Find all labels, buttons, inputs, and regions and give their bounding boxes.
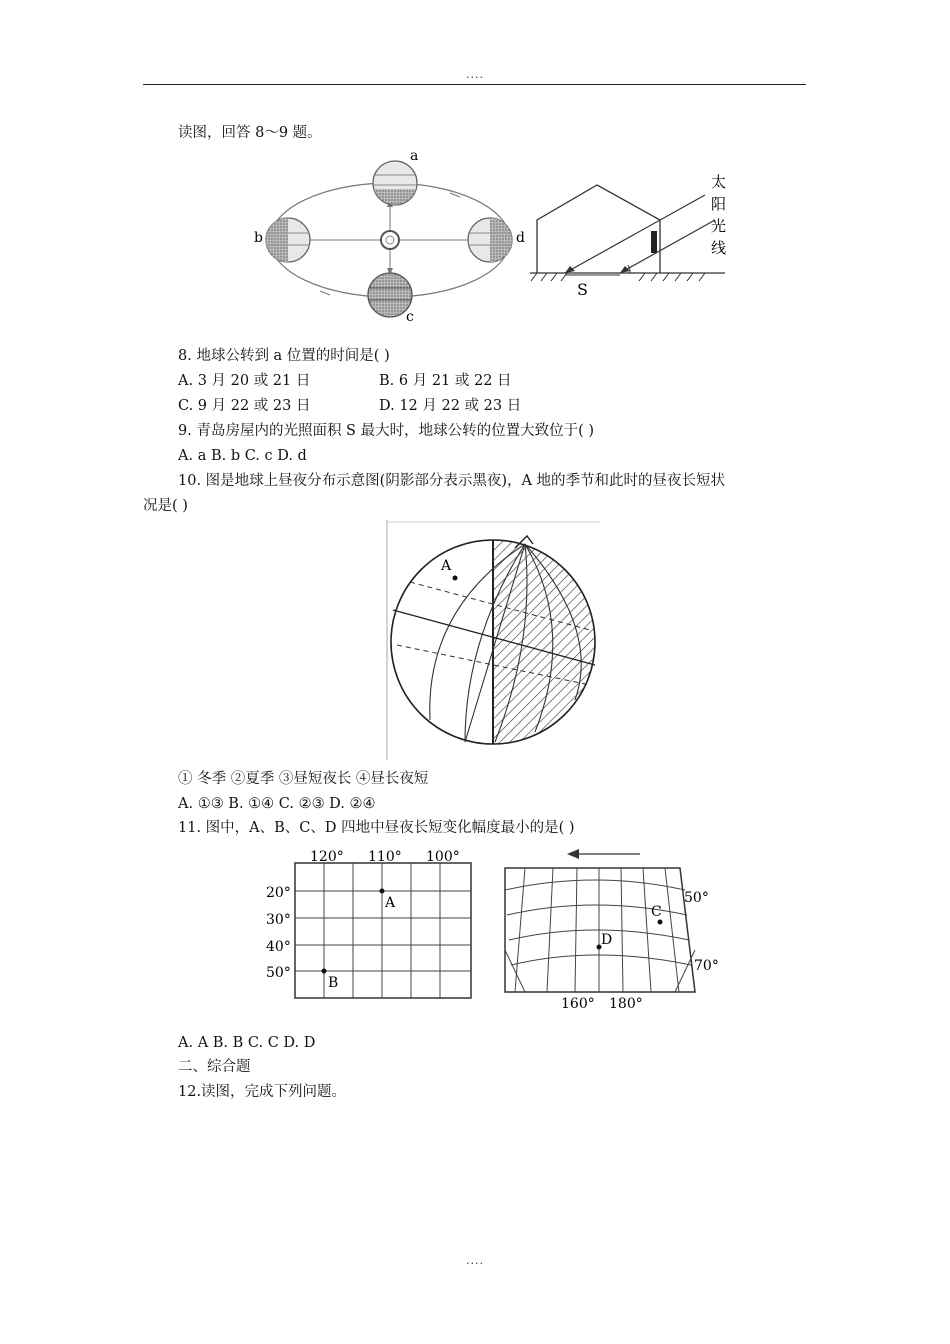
point-a-marker: [380, 889, 385, 894]
direction-arrow-icon: [567, 849, 579, 859]
q11-options: A. A B. B C. C D. D: [178, 1035, 316, 1051]
day-night-globe-diagram: [385, 520, 600, 760]
q10-choices: ① 冬季 ②夏季 ③昼短夜长 ④昼长夜短: [178, 771, 429, 787]
svg-text:100°: 100°: [426, 849, 460, 865]
q8-option-b: B. 6 月 21 或 22 日: [379, 373, 512, 389]
svg-text:40°: 40°: [266, 939, 291, 955]
q8-option-c: C. 9 月 22 或 23 日: [178, 398, 311, 414]
svg-text:线: 线: [711, 239, 727, 257]
point-a-marker: [453, 576, 458, 581]
svg-text:太: 太: [711, 173, 727, 191]
svg-text:160°: 160°: [561, 996, 595, 1012]
svg-text:a: a: [410, 148, 419, 164]
svg-text:120°: 120°: [310, 849, 344, 865]
svg-text:阳: 阳: [711, 195, 727, 213]
globe-a-icon: [373, 161, 417, 205]
q10-stem-line2: 况是( ): [143, 498, 188, 514]
lat-lon-grid-left: [262, 845, 477, 1005]
svg-text:70°: 70°: [694, 958, 719, 974]
header-rule: [143, 84, 806, 85]
window-rect: [651, 231, 657, 253]
svg-text:c: c: [406, 309, 414, 325]
svg-text:d: d: [516, 230, 525, 246]
q10-options: A. ①③ B. ①④ C. ②③ D. ②④: [178, 796, 376, 812]
intro-text: 读图，回答 8～9 题。: [178, 125, 322, 141]
q8-option-a: A. 3 月 20 或 21 日: [178, 373, 311, 389]
section2-heading: 二、综合题: [178, 1059, 251, 1075]
svg-text:180°: 180°: [609, 996, 643, 1012]
house-outline: [537, 185, 660, 273]
q9-stem: 9. 青岛房屋内的光照面积 S 最大时，地球公转的位置大致位于( ): [178, 423, 595, 439]
lat-lon-grid-right: [495, 840, 725, 1020]
point-b-marker: [322, 969, 327, 974]
night-shading: [493, 535, 603, 755]
globe-b-icon: [266, 218, 310, 262]
q11-stem: 11. 图中，A、B、C、D 四地中昼夜长短变化幅度最小的是( ): [178, 820, 575, 836]
house-sunlight-diagram: [525, 175, 730, 305]
q8-stem: 8. 地球公转到 a 位置的时间是( ): [178, 348, 390, 364]
svg-text:S: S: [577, 280, 588, 299]
q9-options: A. a B. b C. c D. d: [178, 448, 307, 464]
svg-text:30°: 30°: [266, 912, 291, 928]
svg-text:A: A: [441, 558, 452, 574]
globe-d-icon: [468, 218, 512, 262]
svg-text:光: 光: [711, 217, 727, 235]
orbit-diagram: [250, 145, 525, 325]
svg-text:20°: 20°: [266, 885, 291, 901]
footer-dots: ....: [466, 1254, 484, 1267]
svg-text:D: D: [601, 932, 613, 948]
q8-option-d: D. 12 月 22 或 23 日: [379, 398, 522, 414]
svg-text:110°: 110°: [368, 849, 402, 865]
point-c-marker: [658, 920, 663, 925]
svg-text:A: A: [385, 895, 396, 911]
svg-text:50°: 50°: [684, 890, 709, 906]
svg-text:B: B: [328, 975, 339, 991]
header-dots: ....: [466, 68, 484, 81]
q10-stem-line1: 10. 图是地球上昼夜分布示意图(阴影部分表示黑夜)，A 地的季节和此时的昼夜长短状: [178, 473, 726, 489]
q12-stem: 12.读图，完成下列问题。: [178, 1084, 347, 1100]
svg-text:C: C: [651, 904, 662, 920]
svg-text:b: b: [254, 230, 263, 246]
svg-text:50°: 50°: [266, 965, 291, 981]
